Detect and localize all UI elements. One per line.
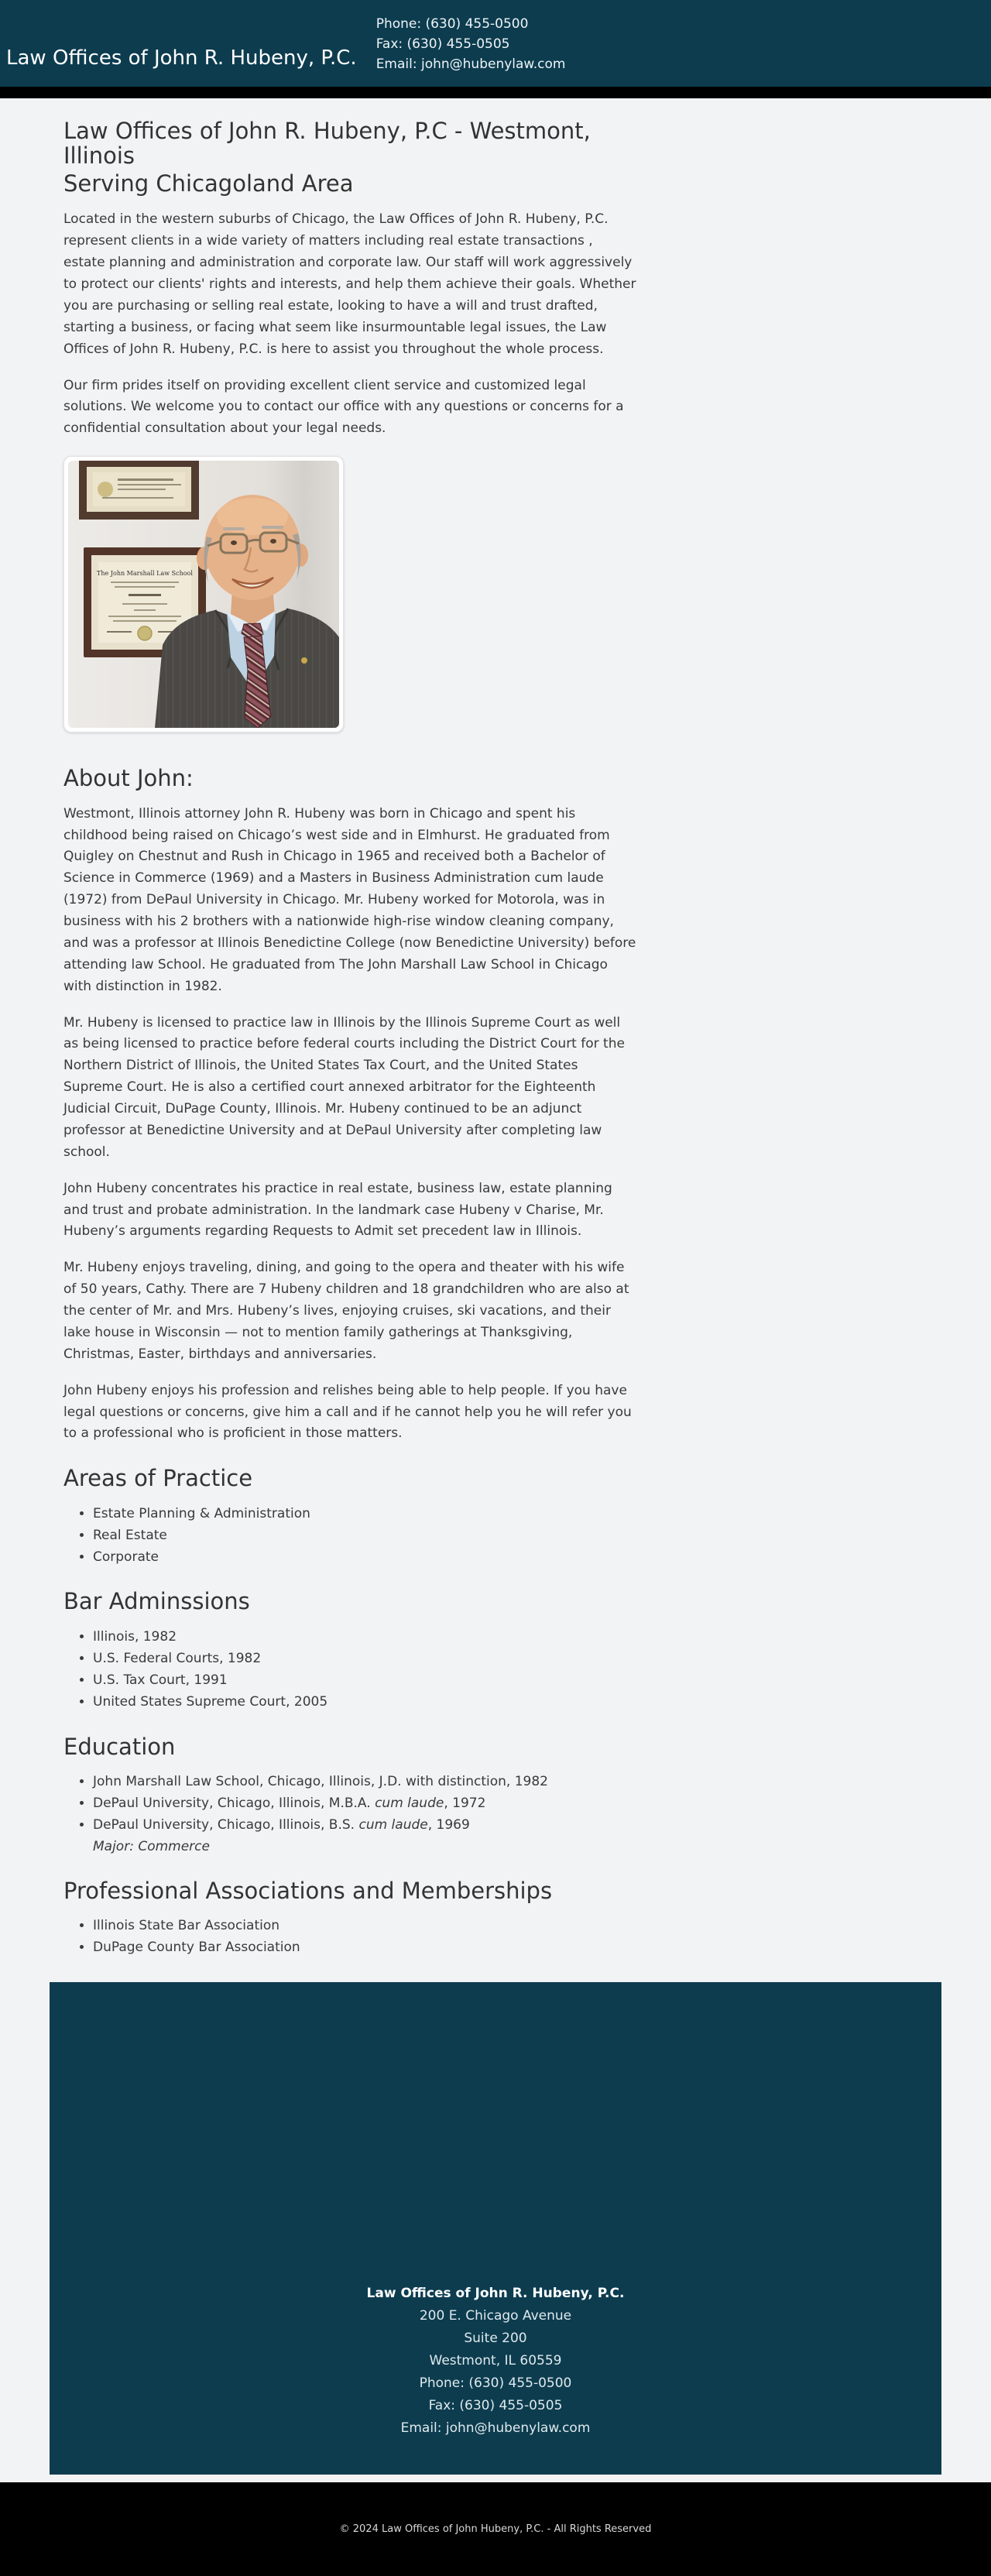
list-item: • Illinois, 1982 bbox=[93, 1627, 638, 1648]
copyright-bar bbox=[0, 2482, 991, 2576]
list-item: • Corporate bbox=[93, 1547, 638, 1568]
about-paragraph-5: John Hubeny enjoys his profession and relishes being able to help people. If you have legal questions or concerns, give him a call and if he cannot help you he will refer you to a professional who is proficient in those matters. bbox=[63, 1382, 632, 1442]
header-email-link[interactable]: Email: john@hubenylaw.com bbox=[375, 57, 566, 72]
about-heading: About John: bbox=[63, 765, 194, 792]
education-list bbox=[63, 1772, 638, 1857]
footer-phone: Phone: (630) 455-0500 bbox=[419, 2375, 572, 2391]
site-title: Law Offices of John R. Hubeny, P.C. bbox=[6, 46, 357, 70]
areas-of-practice-heading: Areas of Practice bbox=[63, 1465, 253, 1492]
associations-list bbox=[63, 1916, 638, 1958]
header-divider bbox=[0, 87, 991, 98]
footer-address-line-3: Westmont, IL 60559 bbox=[429, 2352, 562, 2368]
header-phone: Phone: (630) 455-0500 bbox=[375, 16, 529, 32]
list-item: • DePaul University, Chicago, Illinois, B.S. cum laude, 1969 Major: Commerce bbox=[93, 1815, 638, 1857]
list-item: • U.S. Tax Court, 1991 bbox=[93, 1670, 638, 1691]
about-paragraph-3: John Hubeny concentrates his practice in real estate, business law, estate planning and trust and probate administration. In the landmark case Hubeny v Charise, Mr. Hubeny’s arguments regarding Requests to Admit set precedent law in Illinois. bbox=[63, 1180, 612, 1240]
list-item: • Illinois State Bar Association bbox=[93, 1916, 638, 1936]
list-item: • DuPage County Bar Association bbox=[93, 1937, 638, 1958]
list-item: • Real Estate bbox=[93, 1525, 638, 1546]
footer-fax: Fax: (630) 455-0505 bbox=[428, 2397, 563, 2413]
footer-email-link[interactable]: Email: john@hubenylaw.com bbox=[400, 2420, 591, 2436]
svg-text:The John Marshall Law School: The John Marshall Law School bbox=[97, 570, 193, 578]
about-paragraph-1: Westmont, Illinois attorney John R. Hubeny was born in Chicago and spent his childhood being raised on Chicago’s west side and in Elmhurst. He graduated from Quigley on Chestnut and Rush in Chicago in 1965 and received both a Bachelor of Science in Commerce (1969) and a Masters in Business Administration cum laude (1972) from DePaul University in Chicago. Mr. Hubeny worked for Motorola, was in business with his 2 brothers with a nationwide high-rise window cleaning company, and was a professor at Illinois Benedictine College (now Benedictine University) before attending law School. He graduated from The John Marshall Law School in Chicago with distinction in 1982. bbox=[63, 805, 636, 994]
about-paragraph-4: Mr. Hubeny enjoys traveling, dining, and going to the opera and theater with his wife of 50 years, Cathy. There are 7 Hubeny children and 18 grandchildren who are also at the center of Mr. and Mrs. Hubeny’s lives, enjoying cruises, ski vacations, and their lake house in Wisconsin — not to mention family gatherings at Thanksgiving, Christmas, Easter, birthdays and anniversaries. bbox=[63, 1260, 629, 1362]
list-item: • Estate Planning & Administration bbox=[93, 1504, 638, 1525]
areas-of-practice-list bbox=[63, 1504, 638, 1569]
header-fax: Fax: (630) 455-0505 bbox=[375, 36, 510, 52]
content-column bbox=[63, 118, 638, 1959]
list-item: • United States Supreme Court, 2005 bbox=[93, 1692, 638, 1713]
bar-admissions-heading: Bar Adminssions bbox=[63, 1588, 250, 1615]
page-body bbox=[0, 98, 991, 2482]
site-header bbox=[0, 0, 991, 87]
about-paragraph-2: Mr. Hubeny is licensed to practice law in Illinois by the Illinois Supreme Court as well as being licensed to practice before federal courts including the District Court for the Northern District of Illinois, the United States Tax Court, and the United States Supreme Court. He is also a certified court annexed arbitrator for the Eighteenth Judicial Circuit, DuPage County, Illinois. Mr. Hubeny continued to be an adjunct professor at Benedictine University and at DePaul University after completing law school. bbox=[63, 1014, 625, 1160]
content-container bbox=[50, 118, 941, 2475]
intro-paragraph-2: Our firm prides itself on providing excellent client service and customized legal solutions. We welcome you to contact our office with any questions or concerns for a confidential consultation about your legal needs. bbox=[63, 377, 624, 437]
intro-paragraph-1: Located in the western suburbs of Chicago, the Law Offices of John R. Hubeny, P.C. represent clients in a wide variety of matters including real estate transactions , estate planning and administration and corporate law. Our staff will work aggressively to protect our clients' rights and interests, and help them achieve their goals. Whether you are purchasing or selling real estate, looking to have a will and trust drafted, starting a business, or facing what seem like insurmountable legal issues, the Law Offices of John R. Hubeny, P.C. is here to assist you throughout the whole process. bbox=[63, 211, 636, 357]
page-title: Law Offices of John R. Hubeny, P.C - Westmont, Illinois bbox=[63, 118, 591, 170]
footer-address-line-1: 200 E. Chicago Avenue bbox=[419, 2307, 572, 2324]
top-diploma-frame bbox=[79, 461, 199, 520]
page-subtitle: Serving Chicagoland Area bbox=[63, 170, 354, 197]
education-heading: Education bbox=[63, 1733, 176, 1760]
list-item: • U.S. Federal Courts, 1982 bbox=[93, 1648, 638, 1669]
footer-contact-card bbox=[50, 1982, 941, 2475]
footer-firm-name: Law Offices of John R. Hubeny, P.C. bbox=[366, 2285, 625, 2301]
footer-address-line-2: Suite 200 bbox=[464, 2330, 527, 2346]
associations-heading: Professional Associations and Memberships bbox=[63, 1877, 553, 1904]
list-item: • DePaul University, Chicago, Illinois, M.B.A. cum laude, 1972 bbox=[93, 1793, 638, 1814]
bar-admissions-list bbox=[63, 1627, 638, 1713]
header-contact-block bbox=[376, 14, 566, 74]
list-item: • John Marshall Law School, Chicago, Illinois, J.D. with distinction, 1982 bbox=[93, 1772, 638, 1792]
attorney-photo-card bbox=[63, 456, 344, 732]
copyright-text: © 2024 Law Offices of John Hubeny, P.C. - All Rights Reserved bbox=[339, 2523, 652, 2535]
attorney-photo bbox=[68, 461, 339, 728]
